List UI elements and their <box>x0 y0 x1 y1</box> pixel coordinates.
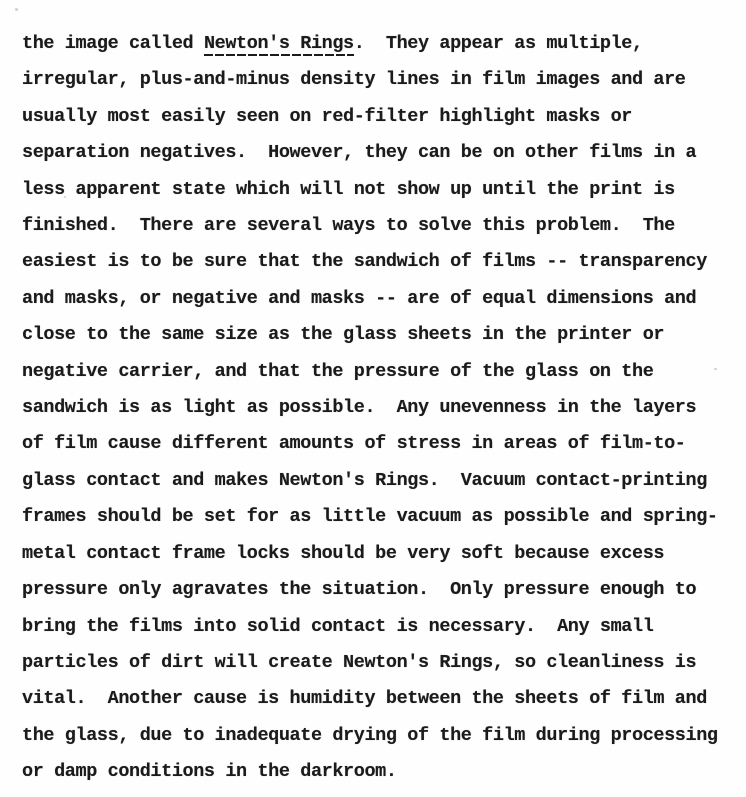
text-segment: close to the same size as the glass sheets in the printer or <box>22 324 665 346</box>
text-segment: or damp conditions in the darkroom. <box>22 761 397 783</box>
text-line <box>22 354 746 390</box>
text-line <box>22 536 746 572</box>
text-line <box>22 172 746 208</box>
text-segment: sandwich is as light as possible. Any unevenness in the layers <box>22 397 697 419</box>
text-segment: pressure only agravates the situation. Only pressure enough to <box>22 579 697 601</box>
text-line <box>22 244 746 280</box>
text-line <box>22 754 746 790</box>
text-line <box>22 26 746 62</box>
text-segment: separation negatives. However, they can be on other films in a <box>22 142 697 164</box>
text-segment: . They appear as multiple, <box>353 33 643 54</box>
text-segment: the image called <box>22 33 204 54</box>
text-segment: and masks, or negative and masks -- are of equal dimensions and <box>22 287 697 309</box>
scan-speck <box>64 196 66 198</box>
text-segment: negative carrier, and that the pressure of the glass on the <box>22 360 654 382</box>
text-line <box>22 208 746 244</box>
text-segment: usually most easily seen on red-filter highlight masks or <box>22 105 633 127</box>
text-line <box>22 426 746 462</box>
text-line <box>22 135 746 171</box>
text-segment: bring the films into solid contact is necessary. Any small <box>22 615 654 637</box>
underlined-phrase: Newton's Rings <box>204 33 354 59</box>
text-line <box>22 463 746 499</box>
text-segment: less apparent state which will not show up until the print is <box>22 178 675 200</box>
text-segment: vital. Another cause is humidity between the sheets of film and <box>22 688 707 710</box>
text-line <box>22 62 746 98</box>
text-line <box>22 718 746 754</box>
text-segment: metal contact frame locks should be very soft because excess <box>22 542 665 564</box>
text-line <box>22 99 746 135</box>
text-segment: finished. There are several ways to solve this problem. The <box>22 215 675 237</box>
scan-speck <box>714 368 717 370</box>
text-line <box>22 390 746 426</box>
text-line <box>22 609 746 645</box>
text-segment: the glass, due to inadequate drying of the film during processing <box>22 724 718 746</box>
text-line <box>22 645 746 681</box>
scan-speck <box>15 8 18 11</box>
text-line <box>22 281 746 317</box>
text-line <box>22 681 746 717</box>
text-line <box>22 317 746 353</box>
text-line <box>22 499 746 535</box>
text-segment: glass contact and makes Newton's Rings. Vacuum contact-printing <box>22 469 707 491</box>
text-segment: particles of dirt will create Newton's Rings, so cleanliness is <box>22 651 697 673</box>
text-segment: of film cause different amounts of stress in areas of film-to- <box>22 433 686 455</box>
text-line <box>22 572 746 608</box>
text-segment: easiest is to be sure that the sandwich of films -- transparency <box>22 251 707 273</box>
text-segment: irregular, plus-and-minus density lines in film images and are <box>22 69 686 91</box>
text-segment: frames should be set for as little vacuum as possible and spring- <box>22 506 718 528</box>
